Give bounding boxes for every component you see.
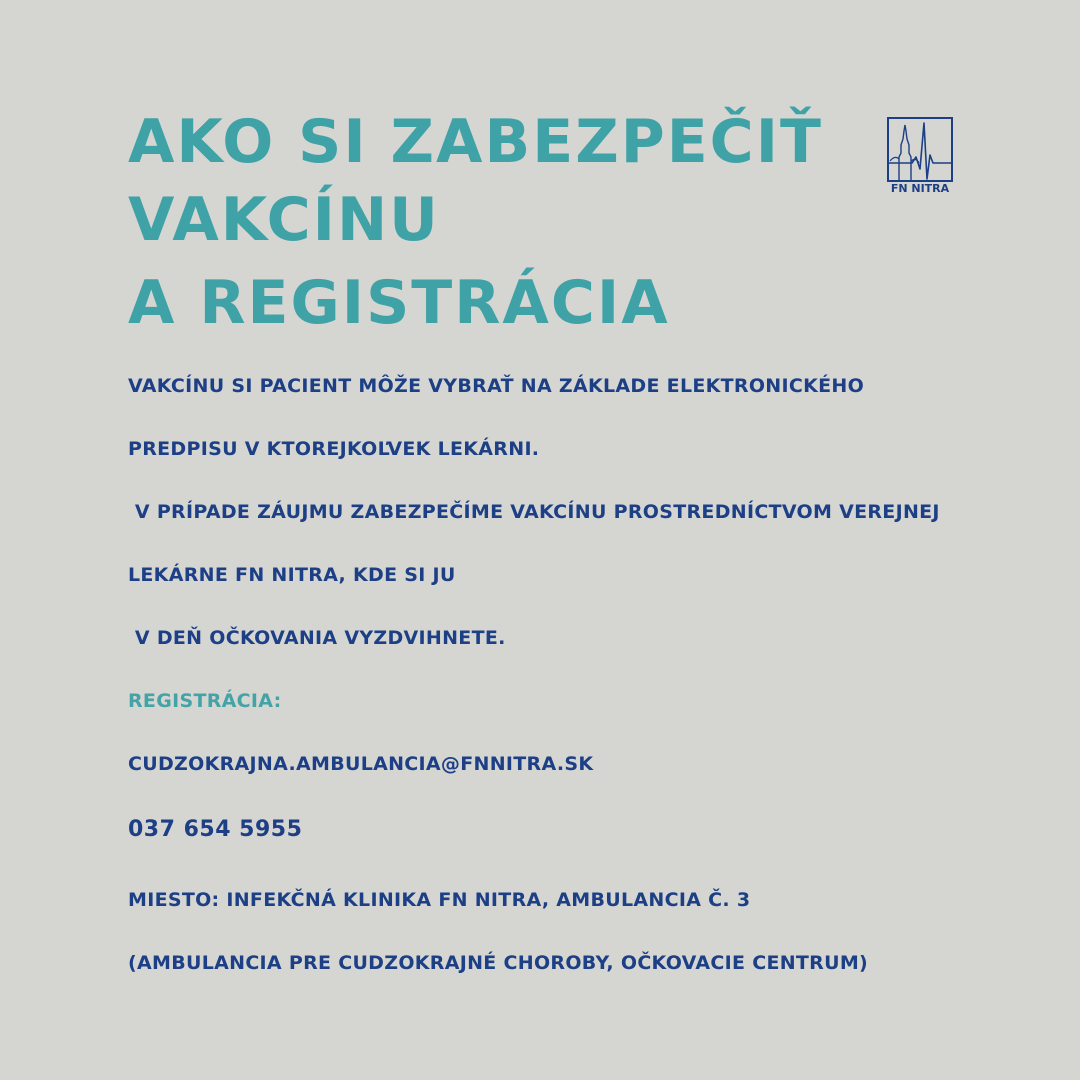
location-line-1: MIESTO: INFEKČNÁ KLINIKA FN NITRA, AMBULANCIA Č. 3 [128,889,751,911]
registration-email: CUDZOKRAJNA.AMBULANCIA@FNNITRA.SK [128,753,594,775]
body-line-4: LEKÁRNE FN NITRA, KDE SI JU [128,564,456,586]
fn-nitra-logo-icon [886,117,954,183]
registration-phone: 037 654 5955 [128,817,303,842]
body-line-2: PREDPISU V KTOREJKOĽVEK LEKÁRNI. [128,438,540,460]
body-line-1: VAKCÍNU SI PACIENT MÔŽE VYBRAŤ NA ZÁKLADE ELEKTRONICKÉHO [128,375,865,397]
location-line-2: (AMBULANCIA PRE CUDZOKRAJNÉ CHOROBY, OČKOVACIE CENTRUM) [128,952,869,974]
body-line-5: V DEŇ OČKOVANIA VYZDVIHNETE. [128,627,506,649]
title-line-1: AKO SI ZABEZPEČIŤ [128,107,823,177]
title-line-2: VAKCÍNU [128,185,440,255]
body-line-3: V PRÍPADE ZÁUJMU ZABEZPEČÍME VAKCÍNU PROSTREDNÍCTVOM VEREJNEJ [128,501,940,523]
title-line-3: A REGISTRÁCIA [128,268,670,338]
logo-text: FN NITRA [890,182,950,195]
registration-label: REGISTRÁCIA: [128,690,282,712]
fn-nitra-logo [886,117,956,197]
